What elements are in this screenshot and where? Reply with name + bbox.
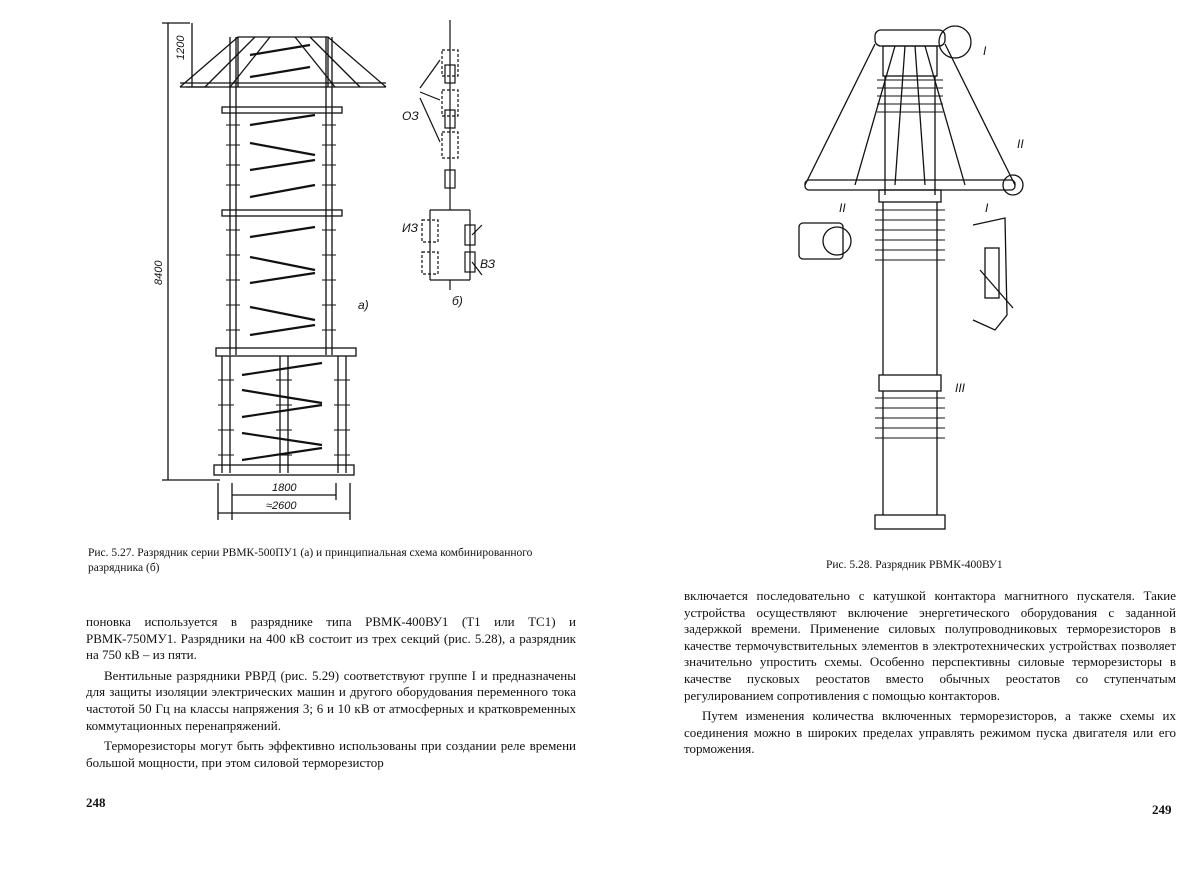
dim-1800: 1800 <box>272 482 297 494</box>
label-I-detail: I <box>985 201 989 215</box>
left-paragraph-1: поновка используется в разряднике типа РВМК-400ВУ1 (Т1 или ТС1) и РВМК-750МУ1. Разрядники на 400 кВ состоит из трех секций (рис. 5.28), а разрядник на 750 кВ – из пяти. <box>86 614 576 663</box>
right-page-text <box>684 588 1176 758</box>
figure-caption-5-27: Рис. 5.27. Разрядник серии РВМК-500ПУ1 (а) и принципиальная схема комбинированного разрядника (б) <box>88 547 533 574</box>
left-paragraph-2: Вентильные разрядники РВРД (рис. 5.29) соответствуют группе I и предназначены для защиты изоляции электрических машин и другого оборудования переменного тока частотой 50 Гц на классы напряжения 3; 6 и 10 кВ от атмосферных и кратковременных коммутационных перенапряжений. <box>86 667 576 733</box>
label-I-top: I <box>983 44 987 58</box>
dim-1200: 1200 <box>175 35 187 60</box>
dim-2600: ≈2600 <box>266 500 297 512</box>
figure-caption-5-28: Рис. 5.28. Разрядник РВМК-400ВУ1 <box>826 559 1003 571</box>
figure-5-27-b-schematic <box>400 20 510 310</box>
right-page <box>600 0 1200 878</box>
left-page-text <box>86 614 576 771</box>
label-vz: ВЗ <box>480 257 496 271</box>
figure-label-b: б) <box>452 294 463 308</box>
page-number-248: 248 <box>86 795 106 810</box>
label-II-right: II <box>1017 137 1024 151</box>
figure-5-28-arrester-drawing <box>795 20 1055 550</box>
right-paragraph-1: включается последовательно с катушкой контактора магнитного пускателя. Такие устройства осуществляют включение энергетического оборудования с заданной задержкой времени. Применение силовых полупроводниковых терморезисторов в качестве термочувствительных элементов в электротехнических устройствах позволяет значительно упростить схемы. Особенно перспективны силовые терморезисторы в качестве пусковых реостатов вместо обычных реостатов со ступенчатым регулированием сопротивления с помощью контакторов. <box>684 588 1176 703</box>
figure-5-27-a-arrester-drawing <box>150 15 430 525</box>
figure-label-a: а) <box>358 298 369 312</box>
label-iz: ИЗ <box>402 221 418 235</box>
label-II-detail: II <box>839 201 846 215</box>
left-paragraph-3: Терморезисторы могут быть эффективно использованы при создании реле времени большой мощности, при этом силовой терморезистор <box>86 738 576 770</box>
label-III: III <box>955 381 966 395</box>
dim-8400: 8400 <box>153 260 165 285</box>
page-number-249: 249 <box>1152 802 1172 817</box>
right-paragraph-2: Путем изменения количества включенных терморезисторов, а также схемы их соединения можно в широких пределах управлять режимом пуска двигателя или его торможения. <box>684 708 1176 757</box>
label-oz: ОЗ <box>402 109 419 123</box>
